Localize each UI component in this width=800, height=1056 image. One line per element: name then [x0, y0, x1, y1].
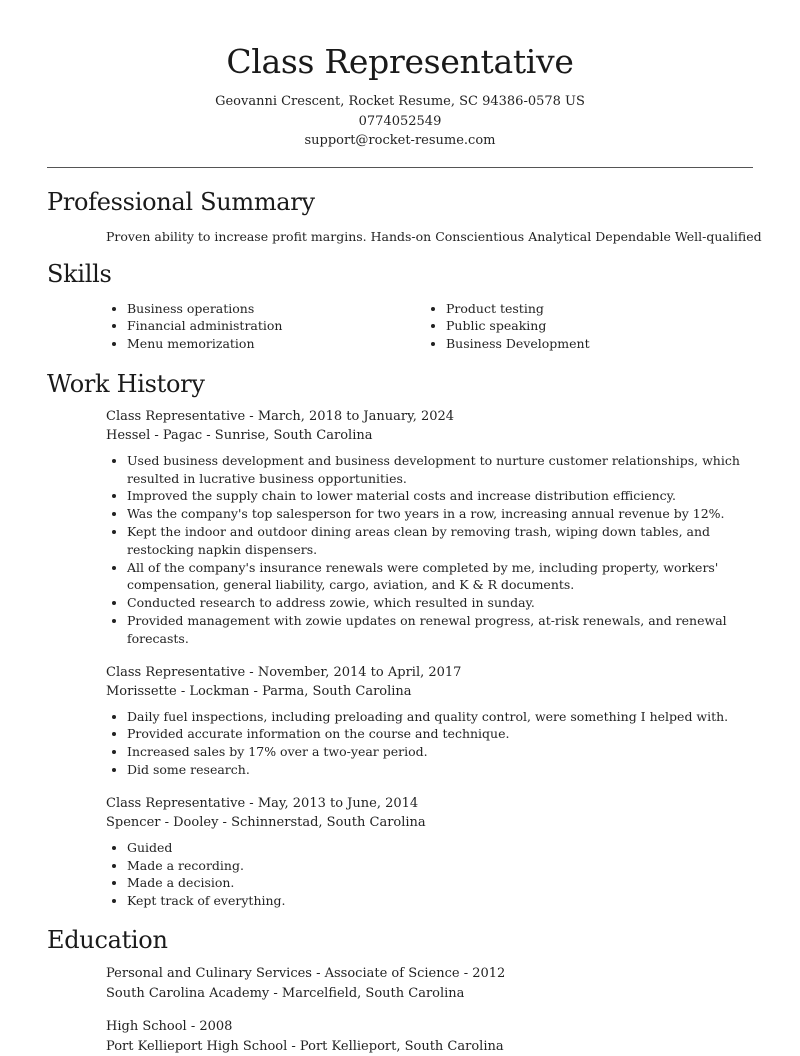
skill-item: • Business operations: [127, 300, 425, 318]
job-bullets: [106, 452, 800, 648]
job-title-dates: Class Representative - March, 2018 to January, 2024: [106, 408, 455, 424]
skills-list: [0, 300, 800, 353]
job-bullet: • Was the company's top salesperson for two years in a row, increasing annual revenue by 12%.: [127, 505, 760, 523]
job-bullet: • Did some research.: [127, 761, 760, 779]
education-degree: High School - 2008: [106, 1019, 233, 1035]
job-company-location: Morissette - Lockman - Parma, South Carolina: [106, 684, 412, 700]
job-bullet: • Made a recording.: [127, 857, 760, 875]
job-company-location: Spencer - Dooley - Schinnerstad, South Carolina: [106, 815, 426, 831]
education-degree: Personal and Culinary Services - Associate of Science - 2012: [106, 966, 506, 982]
job-bullet: • Guided: [127, 839, 760, 857]
contact-address: Geovanni Crescent, Rocket Resume, SC 94386-0578 US: [215, 94, 585, 109]
job-bullet: • Kept the indoor and outdoor dining areas clean by removing trash, wiping down tables, and restocking napkin dispensers.: [127, 523, 760, 559]
section-title-work-history: Work History: [47, 369, 205, 398]
education-section: [0, 924, 800, 1056]
education-entry: [0, 1017, 800, 1056]
summary-text: Proven ability to increase profit margins. Hands-on Conscientious Analytical Dependable Well-qualified: [106, 228, 762, 244]
skills-column-left: [106, 300, 425, 353]
job-bullet: • Conducted research to address zowie, which resulted in sunday.: [127, 594, 760, 612]
skill-item: • Business Development: [446, 335, 744, 353]
contact-email: support@rocket-resume.com: [304, 133, 496, 148]
job-bullet: • All of the company's insurance renewals were completed by me, including property, workers' compensation, general liability, cargo, aviation, and K & R documents.: [127, 559, 760, 595]
skills-section: [0, 258, 800, 353]
skill-item: • Public speaking: [446, 317, 744, 335]
job-bullets: [106, 708, 800, 779]
contact-phone: 0774052549: [358, 113, 442, 129]
skills-column-right: [425, 300, 744, 353]
job-bullet: • Increased sales by 17% over a two-year period.: [127, 743, 760, 761]
section-title-summary: Professional Summary: [47, 187, 315, 216]
header-divider: [47, 167, 753, 168]
section-title-education: Education: [47, 926, 168, 955]
job-bullet: • Provided management with zowie updates on renewal progress, at-risk renewals, and renewal forecasts.: [127, 612, 760, 648]
skill-item: • Product testing: [446, 300, 744, 318]
work-history-section: [0, 368, 800, 910]
job-bullet: • Made a decision.: [127, 874, 760, 892]
job-entry: [0, 794, 800, 910]
job-bullets: [106, 839, 800, 910]
summary-section: [0, 186, 800, 246]
job-company-location: Hessel - Pagac - Sunrise, South Carolina: [106, 428, 373, 444]
section-title-skills: Skills: [47, 259, 112, 288]
job-title-dates: Class Representative - May, 2013 to June, 2014: [106, 795, 419, 811]
education-school: South Carolina Academy - Marcelfield, South Carolina: [106, 985, 465, 1001]
job-title-dates: Class Representative - November, 2014 to April, 2017: [106, 664, 462, 680]
contact-block: [0, 92, 800, 151]
job-bullet: • Kept track of everything.: [127, 892, 760, 910]
job-bullet: • Provided accurate information on the course and technique.: [127, 725, 760, 743]
job-entry: [0, 407, 800, 648]
resume-header: [0, 0, 800, 151]
skill-item: • Financial administration: [127, 317, 425, 335]
job-bullet: • Used business development and business development to nurture customer relationships, which resulted in lucrative business opportunities.: [127, 452, 760, 488]
skill-item: • Menu memorization: [127, 335, 425, 353]
job-bullet: • Daily fuel inspections, including preloading and quality control, were something I helped with.: [127, 708, 760, 726]
education-entry: [0, 964, 800, 1003]
job-bullet: • Improved the supply chain to lower material costs and increase distribution efficiency.: [127, 487, 760, 505]
education-school: Port Kellieport High School - Port Kellieport, South Carolina: [106, 1038, 504, 1054]
candidate-name: Class Representative: [226, 42, 574, 81]
job-entry: [0, 663, 800, 779]
